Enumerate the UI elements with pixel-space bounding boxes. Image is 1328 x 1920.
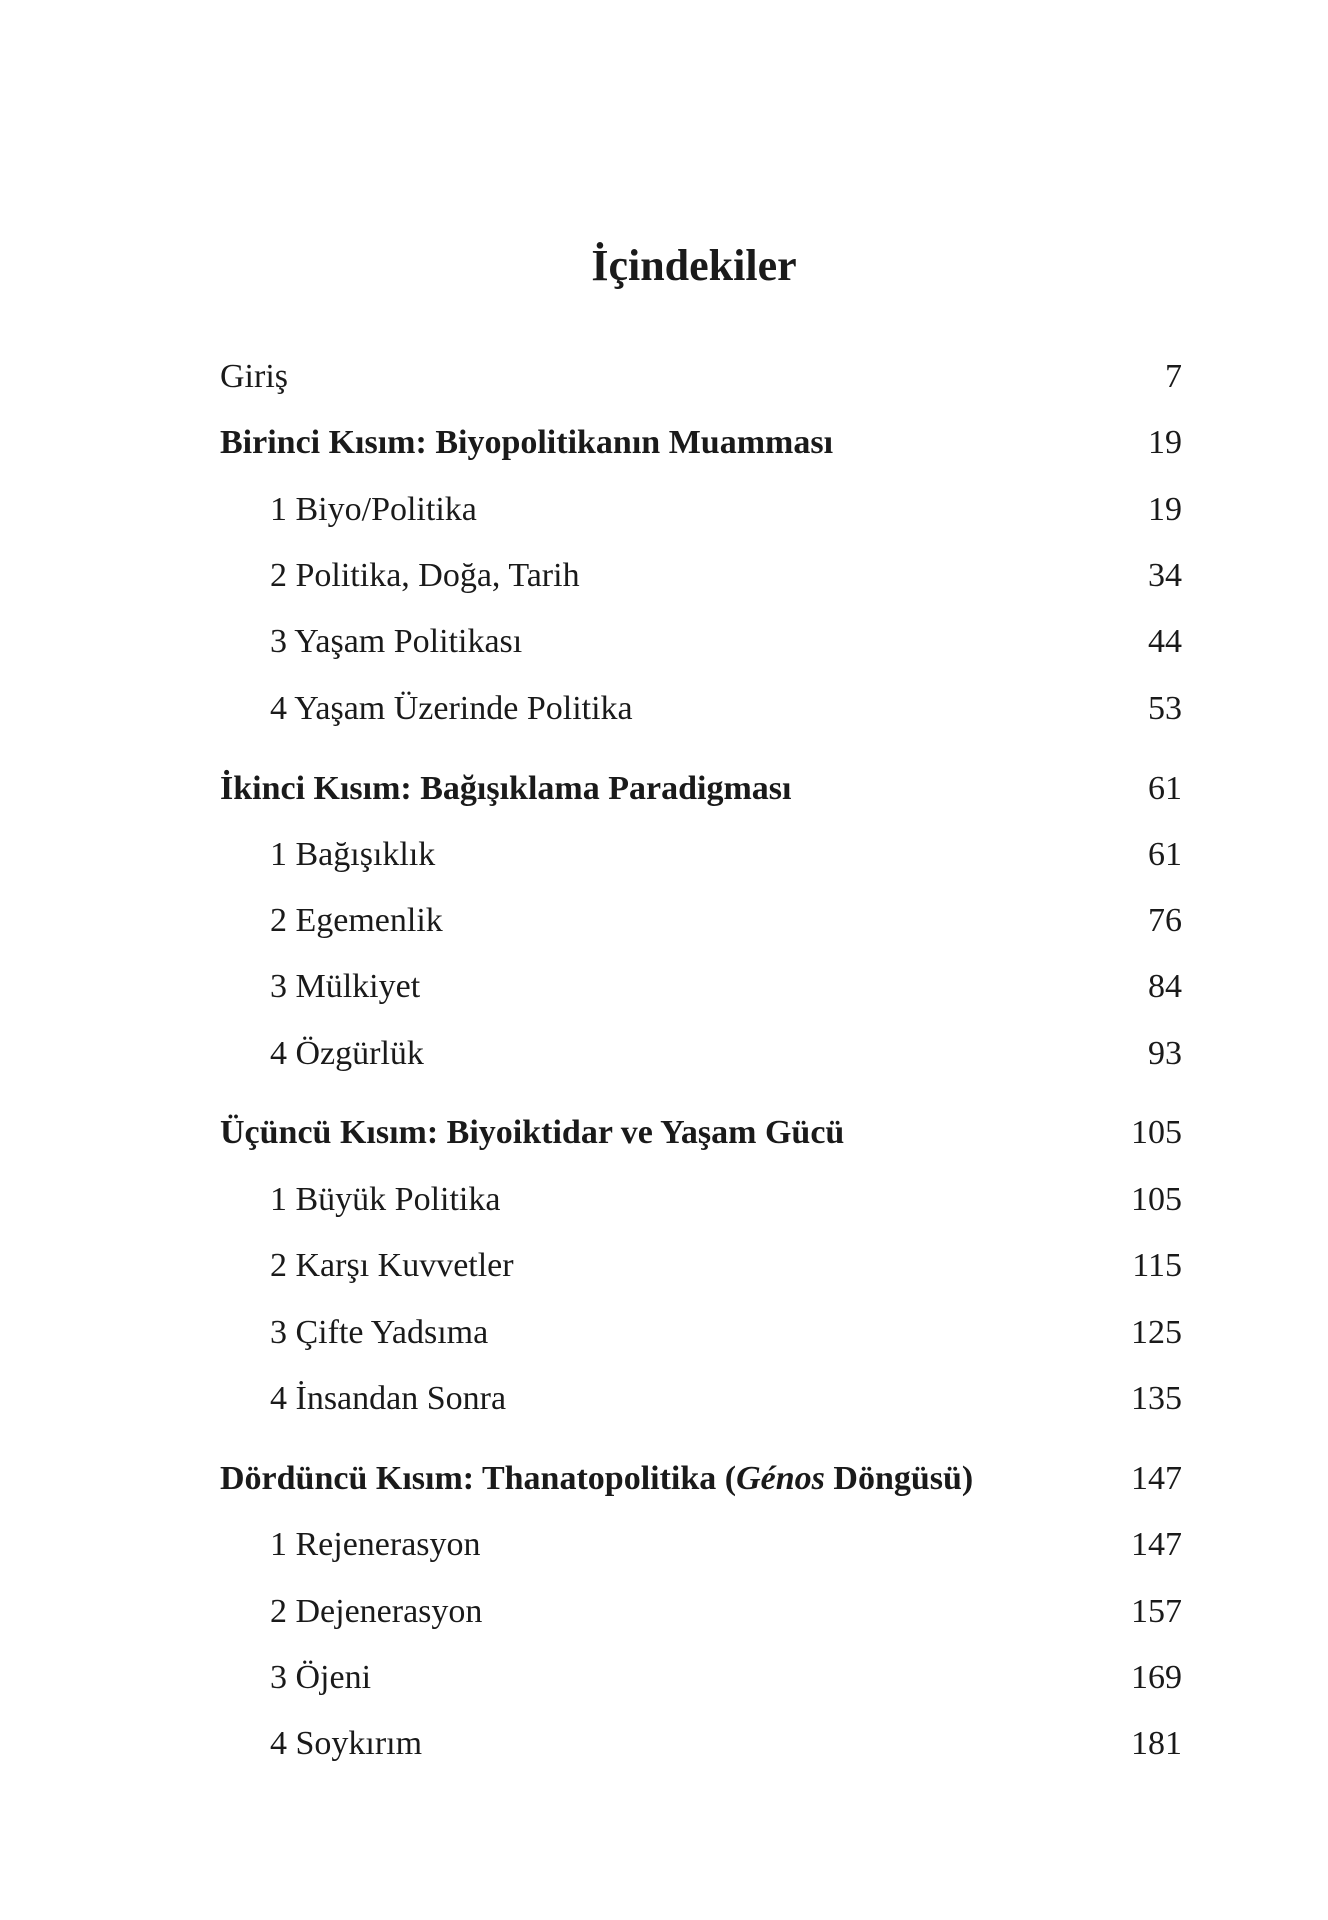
toc-chapter-page: 157: [1131, 1593, 1182, 1630]
toc-chapter-label: 1 Bağışıklık: [270, 836, 436, 873]
toc-chapter: [220, 1590, 1182, 1634]
toc-chapter-label: 1 Rejenerasyon: [270, 1526, 481, 1563]
toc-chapter: [220, 1722, 1182, 1766]
toc-chapter: [220, 488, 1182, 532]
toc-chapter: [220, 1377, 1182, 1421]
toc-chapter: [220, 1656, 1182, 1700]
toc-chapter-page: 169: [1131, 1659, 1182, 1696]
toc-chapter-page: 53: [1148, 690, 1182, 727]
toc-chapter-page: 181: [1131, 1725, 1182, 1762]
toc-entry-page: 7: [1165, 358, 1182, 395]
toc-chapter: [220, 1178, 1182, 1222]
toc-chapter-label: 3 Yaşam Politikası: [270, 623, 523, 660]
toc-part-label: Birinci Kısım: Biyopolitikanın Muamması: [220, 424, 834, 461]
toc-part-label: [220, 1457, 973, 1501]
toc-part-page: 61: [1148, 770, 1182, 807]
toc-part-label-suffix: Döngüsü): [824, 1460, 974, 1497]
toc-chapter-label: 4 İnsandan Sonra: [270, 1380, 507, 1417]
toc-chapter-page: 105: [1131, 1181, 1182, 1218]
toc-chapter: [220, 687, 1182, 731]
toc-chapter-page: 19: [1148, 491, 1182, 528]
toc-chapter-label: 4 Yaşam Üzerinde Politika: [270, 690, 633, 727]
toc-chapter-label: 1 Biyo/Politika: [270, 491, 477, 528]
toc-part-3: [220, 1111, 1182, 1155]
toc-chapter-label: 1 Büyük Politika: [270, 1181, 501, 1218]
toc-chapter-label: 4 Özgürlük: [270, 1035, 424, 1072]
toc-part-2: [220, 767, 1182, 811]
toc-part-label: İkinci Kısım: Bağışıklama Paradigması: [220, 770, 792, 807]
toc-chapter-label: 3 Öjeni: [270, 1659, 372, 1696]
toc-entry-label: Giriş: [220, 358, 288, 395]
toc-chapter: [220, 1032, 1182, 1076]
toc-chapter-page: 61: [1148, 836, 1182, 873]
toc-entry-intro: [220, 355, 1182, 399]
toc-chapter-page: 125: [1131, 1314, 1182, 1351]
toc-chapter: [220, 620, 1182, 664]
toc-part-page: 105: [1131, 1114, 1182, 1151]
toc-part-1: [220, 421, 1182, 465]
toc-chapter-page: 76: [1148, 902, 1182, 939]
toc-part-label: Üçüncü Kısım: Biyoiktidar ve Yaşam Gücü: [220, 1114, 845, 1151]
toc-part-4: [220, 1457, 1182, 1501]
toc-chapter: [220, 965, 1182, 1009]
toc-chapter-page: 93: [1148, 1035, 1182, 1072]
toc-chapter-label: 2 Dejenerasyon: [270, 1593, 483, 1630]
toc-chapter-label: 4 Soykırım: [270, 1725, 423, 1762]
toc-chapter-page: 84: [1148, 968, 1182, 1005]
toc-chapter-page: 115: [1132, 1247, 1182, 1284]
toc-part-label-prefix: Dördüncü Kısım: Thanatopolitika (: [220, 1460, 737, 1497]
toc-chapter-page: 44: [1148, 623, 1182, 660]
toc-chapter-page: 135: [1131, 1380, 1182, 1417]
toc-part-label-italic: Génos: [736, 1460, 825, 1497]
toc-chapter: [220, 1311, 1182, 1355]
toc-part-page: 147: [1131, 1460, 1182, 1497]
toc-chapter-label: 2 Politika, Doğa, Tarih: [270, 557, 580, 594]
toc-chapter: [220, 899, 1182, 943]
toc-chapter: [220, 833, 1182, 877]
toc-chapter: [220, 554, 1182, 598]
toc-chapter: [220, 1244, 1182, 1288]
toc-part-page: 19: [1148, 424, 1182, 461]
page-title: İçindekiler: [591, 241, 797, 290]
toc-chapter-page: 34: [1148, 557, 1182, 594]
toc-chapter-label: 2 Egemenlik: [270, 902, 443, 939]
toc-chapter-page: 147: [1131, 1526, 1182, 1563]
toc-chapter: [220, 1523, 1182, 1567]
toc-chapter-label: 3 Mülkiyet: [270, 968, 421, 1005]
toc-chapter-label: 3 Çifte Yadsıma: [270, 1314, 489, 1351]
toc-chapter-label: 2 Karşı Kuvvetler: [270, 1247, 514, 1284]
